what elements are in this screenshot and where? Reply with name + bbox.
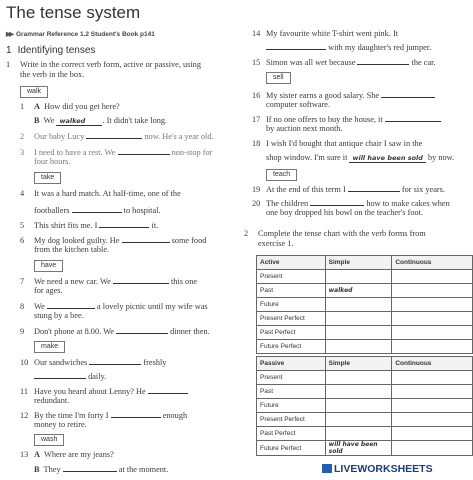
question-text: My favourite white T-shirt went pink. It — [266, 29, 399, 38]
logo-icon — [322, 464, 332, 473]
question-text: now. He's a year old. — [144, 132, 214, 141]
grammar-reference — [6, 30, 155, 38]
table-cell[interactable] — [392, 427, 473, 441]
table-cell[interactable]: will have been sold — [325, 441, 392, 456]
tense-table-active — [256, 255, 473, 354]
table-cell[interactable] — [392, 298, 473, 312]
table-cell[interactable] — [325, 413, 392, 427]
question-number: 17 — [252, 115, 261, 124]
question-text: it. — [151, 221, 159, 230]
exercise-2-instruction-line-2: exercise 1. — [258, 239, 294, 248]
table-cell[interactable] — [392, 340, 473, 354]
question-10 — [20, 357, 166, 369]
question-text: It was a hard match. At half-time, one of the — [34, 189, 181, 198]
question-text: dinner then. — [170, 327, 210, 336]
row-label: Present — [257, 371, 326, 385]
question-number: 14 — [252, 29, 261, 38]
question-number: 12 — [20, 411, 29, 420]
table-cell[interactable] — [392, 312, 473, 326]
instruction-line: Write in the correct verb form, active or passive, using — [20, 60, 201, 69]
arrow-icon: ▶▶ — [6, 31, 12, 38]
question-7-line-2: for ages. — [34, 286, 63, 295]
question-number: 18 — [252, 139, 261, 148]
table-cell[interactable] — [392, 385, 473, 399]
answer-blank[interactable] — [310, 198, 364, 206]
question-4-line-2 — [20, 205, 161, 217]
instruction-number: 1 — [6, 60, 11, 69]
question-text: freshly — [143, 358, 167, 367]
table-row — [257, 413, 473, 427]
question-text: Our baby Lucy — [34, 132, 85, 141]
speaker-b: B — [34, 465, 40, 474]
section-number: 1 — [6, 45, 12, 56]
question-text: . It didn't take long. — [102, 116, 168, 125]
question-18-line-2 — [252, 153, 454, 164]
question-1b — [34, 116, 167, 127]
row-label: Past — [257, 284, 326, 298]
table-cell[interactable] — [325, 326, 392, 340]
table-cell[interactable] — [325, 385, 392, 399]
question-number: 2 — [20, 132, 25, 141]
table-header: Simple — [325, 256, 392, 270]
instruction-line: Complete the tense chart with the verb forms from — [258, 229, 426, 238]
answer-blank[interactable] — [116, 326, 168, 334]
answer-blank[interactable] — [122, 235, 170, 243]
table-row — [257, 399, 473, 413]
exercise-2-instruction — [244, 229, 426, 240]
question-text: Don't phone at 8.00. We — [34, 327, 114, 336]
table-cell[interactable]: walked — [325, 284, 392, 298]
question-text: daily. — [88, 372, 107, 381]
question-number: 5 — [20, 221, 25, 230]
instruction — [6, 60, 201, 71]
question-12-line-2: money to retire. — [34, 420, 87, 429]
answer-blank[interactable] — [357, 57, 409, 65]
tense-table-passive — [256, 356, 473, 456]
word-box-have: have — [34, 260, 63, 272]
table-row — [257, 427, 473, 441]
question-text: They — [43, 465, 61, 474]
question-11-line-2: redundant. — [34, 396, 70, 405]
question-text: At the end of this term I — [266, 185, 346, 194]
question-text: My dog looked guilty. He — [34, 236, 120, 245]
question-4 — [20, 189, 181, 200]
table-row — [257, 340, 473, 354]
question-text: How did you get here? — [44, 102, 120, 111]
question-text: non-stop for — [171, 148, 213, 157]
question-3-line-2: four hours. — [34, 157, 71, 166]
section-heading — [6, 45, 95, 56]
row-label: Future — [257, 298, 326, 312]
table-cell[interactable] — [325, 340, 392, 354]
table-header: Passive — [257, 357, 326, 371]
table-cell[interactable] — [325, 312, 392, 326]
question-16-line-2: computer software. — [266, 100, 331, 109]
answer-blank[interactable] — [72, 205, 122, 213]
question-number: 13 — [20, 450, 29, 459]
table-row — [257, 441, 473, 456]
word-box-take: take — [34, 172, 61, 184]
question-number: 3 — [20, 148, 25, 157]
table-header: Continuous — [392, 357, 473, 371]
question-number: 11 — [20, 387, 28, 396]
question-number: 15 — [252, 58, 261, 67]
table-header: Continuous — [392, 256, 473, 270]
question-8-line-2: stung by a bee. — [34, 311, 84, 320]
table-cell[interactable] — [392, 413, 473, 427]
table-row — [257, 312, 473, 326]
answer-blank[interactable] — [89, 357, 141, 365]
question-text: to hospital. — [123, 206, 161, 215]
answer-blank[interactable] — [113, 276, 169, 284]
question-text: with my daughter's red jumper. — [328, 43, 432, 52]
row-label: Future Perfect — [257, 340, 326, 354]
answer-blank[interactable] — [118, 147, 170, 155]
row-label: Future Perfect — [257, 441, 326, 456]
page-title: The tense system — [6, 3, 141, 22]
question-5 — [20, 220, 158, 232]
question-13b — [34, 464, 168, 476]
question-text: I wish I'd bought that antique chair I saw in the — [266, 139, 423, 148]
question-text: Our sandwiches — [34, 358, 88, 367]
question-6-line-2: from the kitchen table. — [34, 245, 110, 254]
question-number: 7 — [20, 277, 25, 286]
question-text: We — [34, 302, 45, 311]
question-text: By the time I'm forty I — [34, 411, 109, 420]
word-box-teach: teach — [266, 169, 297, 181]
answer-blank[interactable] — [47, 301, 95, 309]
question-13a — [20, 450, 114, 461]
answer-blank[interactable] — [63, 464, 117, 472]
question-17-line-2: by auction next month. — [266, 124, 343, 133]
question-number: 6 — [20, 236, 25, 245]
question-14 — [252, 29, 398, 40]
table-row — [257, 371, 473, 385]
table-cell[interactable] — [325, 298, 392, 312]
question-20-line-2: one boy dropped his bowl on the teacher's foot. — [266, 208, 424, 217]
question-text: If no one offers to buy the house, it — [266, 115, 383, 124]
answer-blank[interactable] — [148, 386, 188, 394]
table-row — [257, 326, 473, 340]
question-text: a lovely picnic until my wife was — [97, 302, 208, 311]
question-number: 16 — [252, 91, 261, 100]
table-cell[interactable] — [392, 284, 473, 298]
question-number: 1 — [20, 102, 25, 111]
question-10-line-2 — [20, 371, 106, 383]
question-text: some food — [171, 236, 207, 245]
word-box-sell: sell — [266, 72, 291, 84]
logo-text: LIVEWORKSHEETS — [334, 463, 433, 475]
question-text: how to make cakes when — [366, 199, 450, 208]
question-text: Have you heard about Lenny? He — [34, 387, 146, 396]
answer-blank[interactable] — [34, 371, 86, 379]
row-label: Past Perfect — [257, 427, 326, 441]
row-label: Present — [257, 270, 326, 284]
table-cell[interactable] — [325, 399, 392, 413]
question-14-line-2 — [252, 42, 431, 54]
answer-blank[interactable] — [99, 220, 149, 228]
question-19 — [252, 184, 445, 196]
table-cell[interactable] — [392, 371, 473, 385]
row-label: Future — [257, 399, 326, 413]
question-text: My sister earns a good salary. She — [266, 91, 380, 100]
table-row — [257, 284, 473, 298]
table-cell[interactable] — [325, 427, 392, 441]
question-number: 10 — [20, 358, 29, 367]
question-text: enough — [162, 411, 188, 420]
table-header: Active — [257, 256, 326, 270]
question-number: 4 — [20, 189, 25, 198]
answer-blank[interactable] — [86, 131, 142, 139]
instruction-line-2: the verb in the box. — [20, 70, 85, 79]
exercise-number: 2 — [244, 229, 249, 238]
question-text: this one — [171, 277, 198, 286]
table-row — [257, 385, 473, 399]
row-label: Present Perfect — [257, 312, 326, 326]
question-number: 8 — [20, 302, 25, 311]
question-2 — [20, 131, 214, 143]
row-label: Present Perfect — [257, 413, 326, 427]
question-text: the car. — [411, 58, 436, 67]
question-text: Where are my jeans? — [44, 450, 114, 459]
section-label: Identifying tenses — [17, 45, 96, 56]
question-1a — [20, 102, 120, 113]
table-cell[interactable] — [392, 399, 473, 413]
word-box-walk: walk — [20, 86, 48, 98]
table-header-row — [257, 357, 473, 371]
question-text: for six years. — [401, 185, 445, 194]
question-9 — [20, 326, 210, 338]
question-text: I need to have a rest. We — [34, 148, 116, 157]
answer-blank[interactable] — [266, 42, 326, 50]
question-18 — [252, 139, 422, 150]
table-row — [257, 270, 473, 284]
question-text: We — [43, 116, 55, 125]
table-header: Simple — [325, 357, 392, 371]
table-header-row — [257, 256, 473, 270]
question-15 — [252, 57, 436, 69]
answer-blank[interactable] — [111, 410, 161, 418]
question-number: 9 — [20, 327, 25, 336]
question-text: The children — [266, 199, 309, 208]
table-cell[interactable] — [325, 371, 392, 385]
word-box-wash: wash — [34, 434, 64, 446]
question-text: Simon was all wet because — [266, 58, 356, 67]
speaker-a: A — [34, 102, 40, 111]
answer-blank[interactable] — [385, 114, 441, 122]
answer-blank[interactable]: walked — [56, 117, 102, 126]
table-row — [257, 298, 473, 312]
table-cell[interactable] — [392, 326, 473, 340]
table-cell[interactable] — [392, 270, 473, 284]
word-box-make: make — [34, 341, 65, 353]
table-cell[interactable] — [325, 270, 392, 284]
table-cell[interactable] — [392, 441, 473, 456]
liveworksheets-logo — [322, 463, 433, 475]
question-text: footballers — [34, 206, 70, 215]
answer-blank[interactable] — [381, 90, 435, 98]
question-text: This shirt fits me. I — [34, 221, 98, 230]
answer-blank[interactable]: will have been sold — [349, 154, 425, 163]
row-label: Past — [257, 385, 326, 399]
row-label: Past Perfect — [257, 326, 326, 340]
answer-blank[interactable] — [348, 184, 400, 192]
question-text: by now. — [428, 153, 455, 162]
speaker-b: B — [34, 116, 40, 125]
speaker-a: A — [34, 450, 40, 459]
question-text: We need a new car. We — [34, 277, 111, 286]
question-text: at the moment. — [118, 465, 169, 474]
question-number: 20 — [252, 199, 261, 208]
grammar-reference-text: Grammar Reference 1.2 Student's Book p141 — [16, 31, 155, 38]
question-number: 19 — [252, 185, 261, 194]
question-text: shop window. I'm sure it — [266, 153, 348, 162]
